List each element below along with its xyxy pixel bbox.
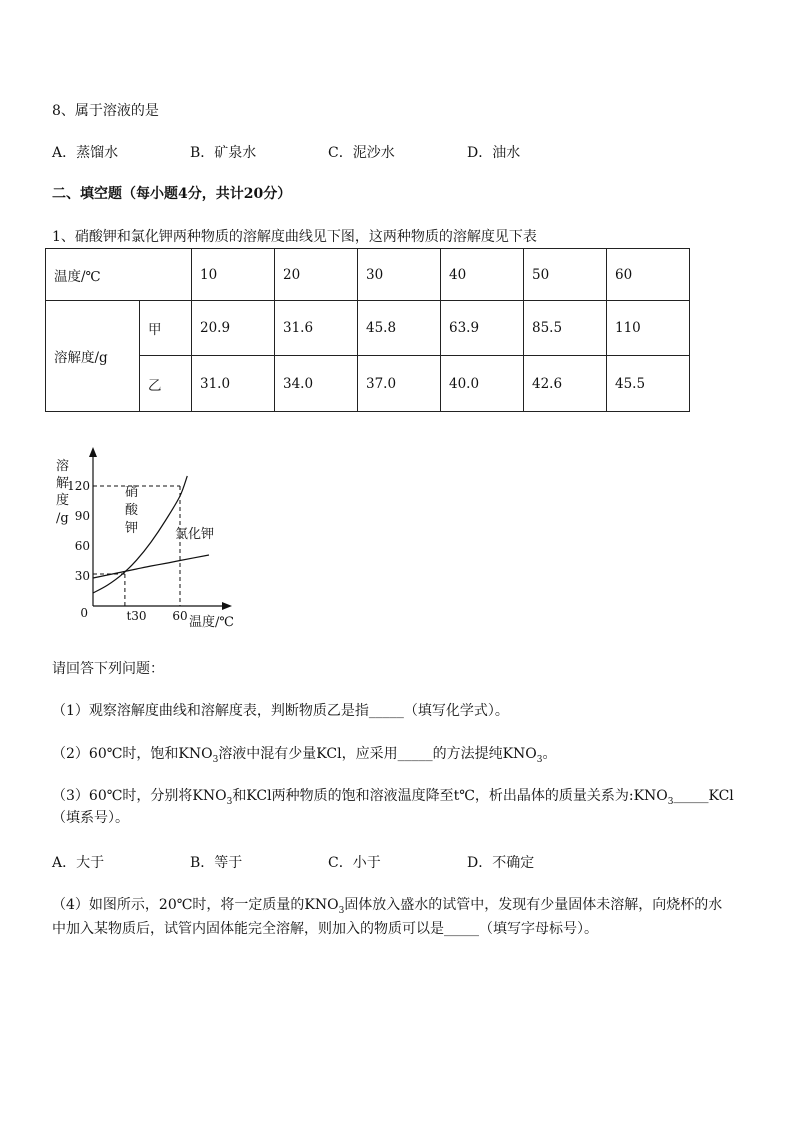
q8-stem: 8、属于溶液的是: [52, 103, 159, 119]
row-a-label: 甲: [140, 301, 192, 356]
sol-cell: 85.5: [524, 301, 607, 356]
sol-cell: 31.0: [192, 356, 275, 412]
y-tick-label: 90: [74, 509, 90, 523]
q1-sub3-tail: （填系号）。: [52, 810, 129, 826]
kno3-label-char: 硝: [125, 485, 139, 500]
sol-cell: 110: [607, 301, 690, 356]
sol-cell: 34.0: [275, 356, 358, 412]
y-title-char: 度: [56, 493, 70, 508]
sub3-option-b: B．等于: [190, 855, 243, 871]
temp-label-cell: 温度/℃: [46, 249, 192, 301]
q1-intro: 1、硝酸钾和氯化钾两种物质的溶解度曲线见下图，这两种物质的溶解度见下表: [52, 229, 537, 245]
sol-cell: 42.6: [524, 356, 607, 412]
solubility-chart: [50, 440, 250, 635]
y-title-char: 溶: [56, 459, 70, 474]
sol-cell: 45.5: [607, 356, 690, 412]
table-row-temp: [46, 249, 690, 301]
section-heading: 二、填空题（每小题4分，共计20分）: [52, 186, 292, 202]
x-tick-labels: [126, 609, 187, 623]
x-tick-label: 60: [172, 609, 188, 623]
q1-sub4-tail: 中加入某物质后，试管内固体能完全溶解，则加入的物质可以是_____（填写字母标号）。: [52, 921, 598, 937]
temp-cell: 40: [441, 249, 524, 301]
kno3-curve-label: [125, 484, 139, 536]
temp-cell: 10: [192, 249, 275, 301]
q8-option-b: B．矿泉水: [190, 145, 257, 161]
sol-cell: 31.6: [275, 301, 358, 356]
y-tick-label: 60: [74, 539, 90, 553]
table-row-b: [46, 356, 690, 412]
kno3-label-char: 钾: [125, 521, 139, 536]
solubility-table: [45, 248, 690, 412]
q1-sub3: （3）60℃时，分别将$KNO_3$和KCl两种物质的饱和溶液温度降至t℃，析出晶体的质量关系为$:KNO_3\_\_\_\_\_KCl$: [52, 788, 734, 807]
table-row-a: [46, 301, 690, 356]
sol-cell: 63.9: [441, 301, 524, 356]
q1-sub2: （2）60℃时，饱和$KNO_3$溶液中混有少量KCl，应采用_____的方法提纯$KNO_3$。: [52, 746, 557, 765]
sub3-option-c: C．小于: [328, 855, 381, 871]
q1-sub4: （4）如图所示，20℃时，将一定质量的$KNO_3$固体放入盛水的试管中，发现有少量固体未溶解，向烧杯的水: [52, 897, 723, 916]
temp-cell: 30: [358, 249, 441, 301]
q8-option-a: A．蒸馏水: [52, 145, 119, 161]
kno3-label-char: 酸: [125, 503, 139, 518]
q1-prompt: 请回答下列问题：: [52, 661, 164, 677]
y-axis-arrow: [89, 447, 97, 457]
row-b-label: 乙: [140, 356, 192, 412]
origin-label: 0: [80, 606, 88, 620]
sol-cell: 45.8: [358, 301, 441, 356]
x-axis-title: 温度/℃: [189, 615, 234, 630]
y-tick-label: 120: [67, 479, 90, 493]
temp-cell: 60: [607, 249, 690, 301]
q8-option-c: C．泥沙水: [328, 145, 395, 161]
temp-cell: 20: [275, 249, 358, 301]
x-tick-label: t30: [126, 609, 147, 623]
q8-option-d: D．油水: [467, 145, 521, 161]
y-title-char: 解: [56, 476, 70, 491]
sol-label-cell: 溶解度/g: [46, 301, 140, 412]
temp-cell: 50: [524, 249, 607, 301]
sol-cell: 40.0: [441, 356, 524, 412]
y-tick-labels: [67, 479, 90, 583]
sub3-option-a: A．大于: [52, 855, 105, 871]
sub3-option-d: D．不确定: [467, 855, 535, 871]
sol-cell: 37.0: [358, 356, 441, 412]
kcl-curve: [93, 555, 209, 578]
y-title-char: /g: [56, 511, 69, 526]
kcl-curve-label: 氯化钾: [175, 527, 215, 542]
y-tick-label: 30: [74, 569, 90, 583]
sol-cell: 20.9: [192, 301, 275, 356]
q1-sub1: （1）观察溶解度曲线和溶解度表，判断物质乙是指_____（填写化学式）。: [52, 703, 509, 719]
x-axis-arrow: [222, 602, 232, 610]
